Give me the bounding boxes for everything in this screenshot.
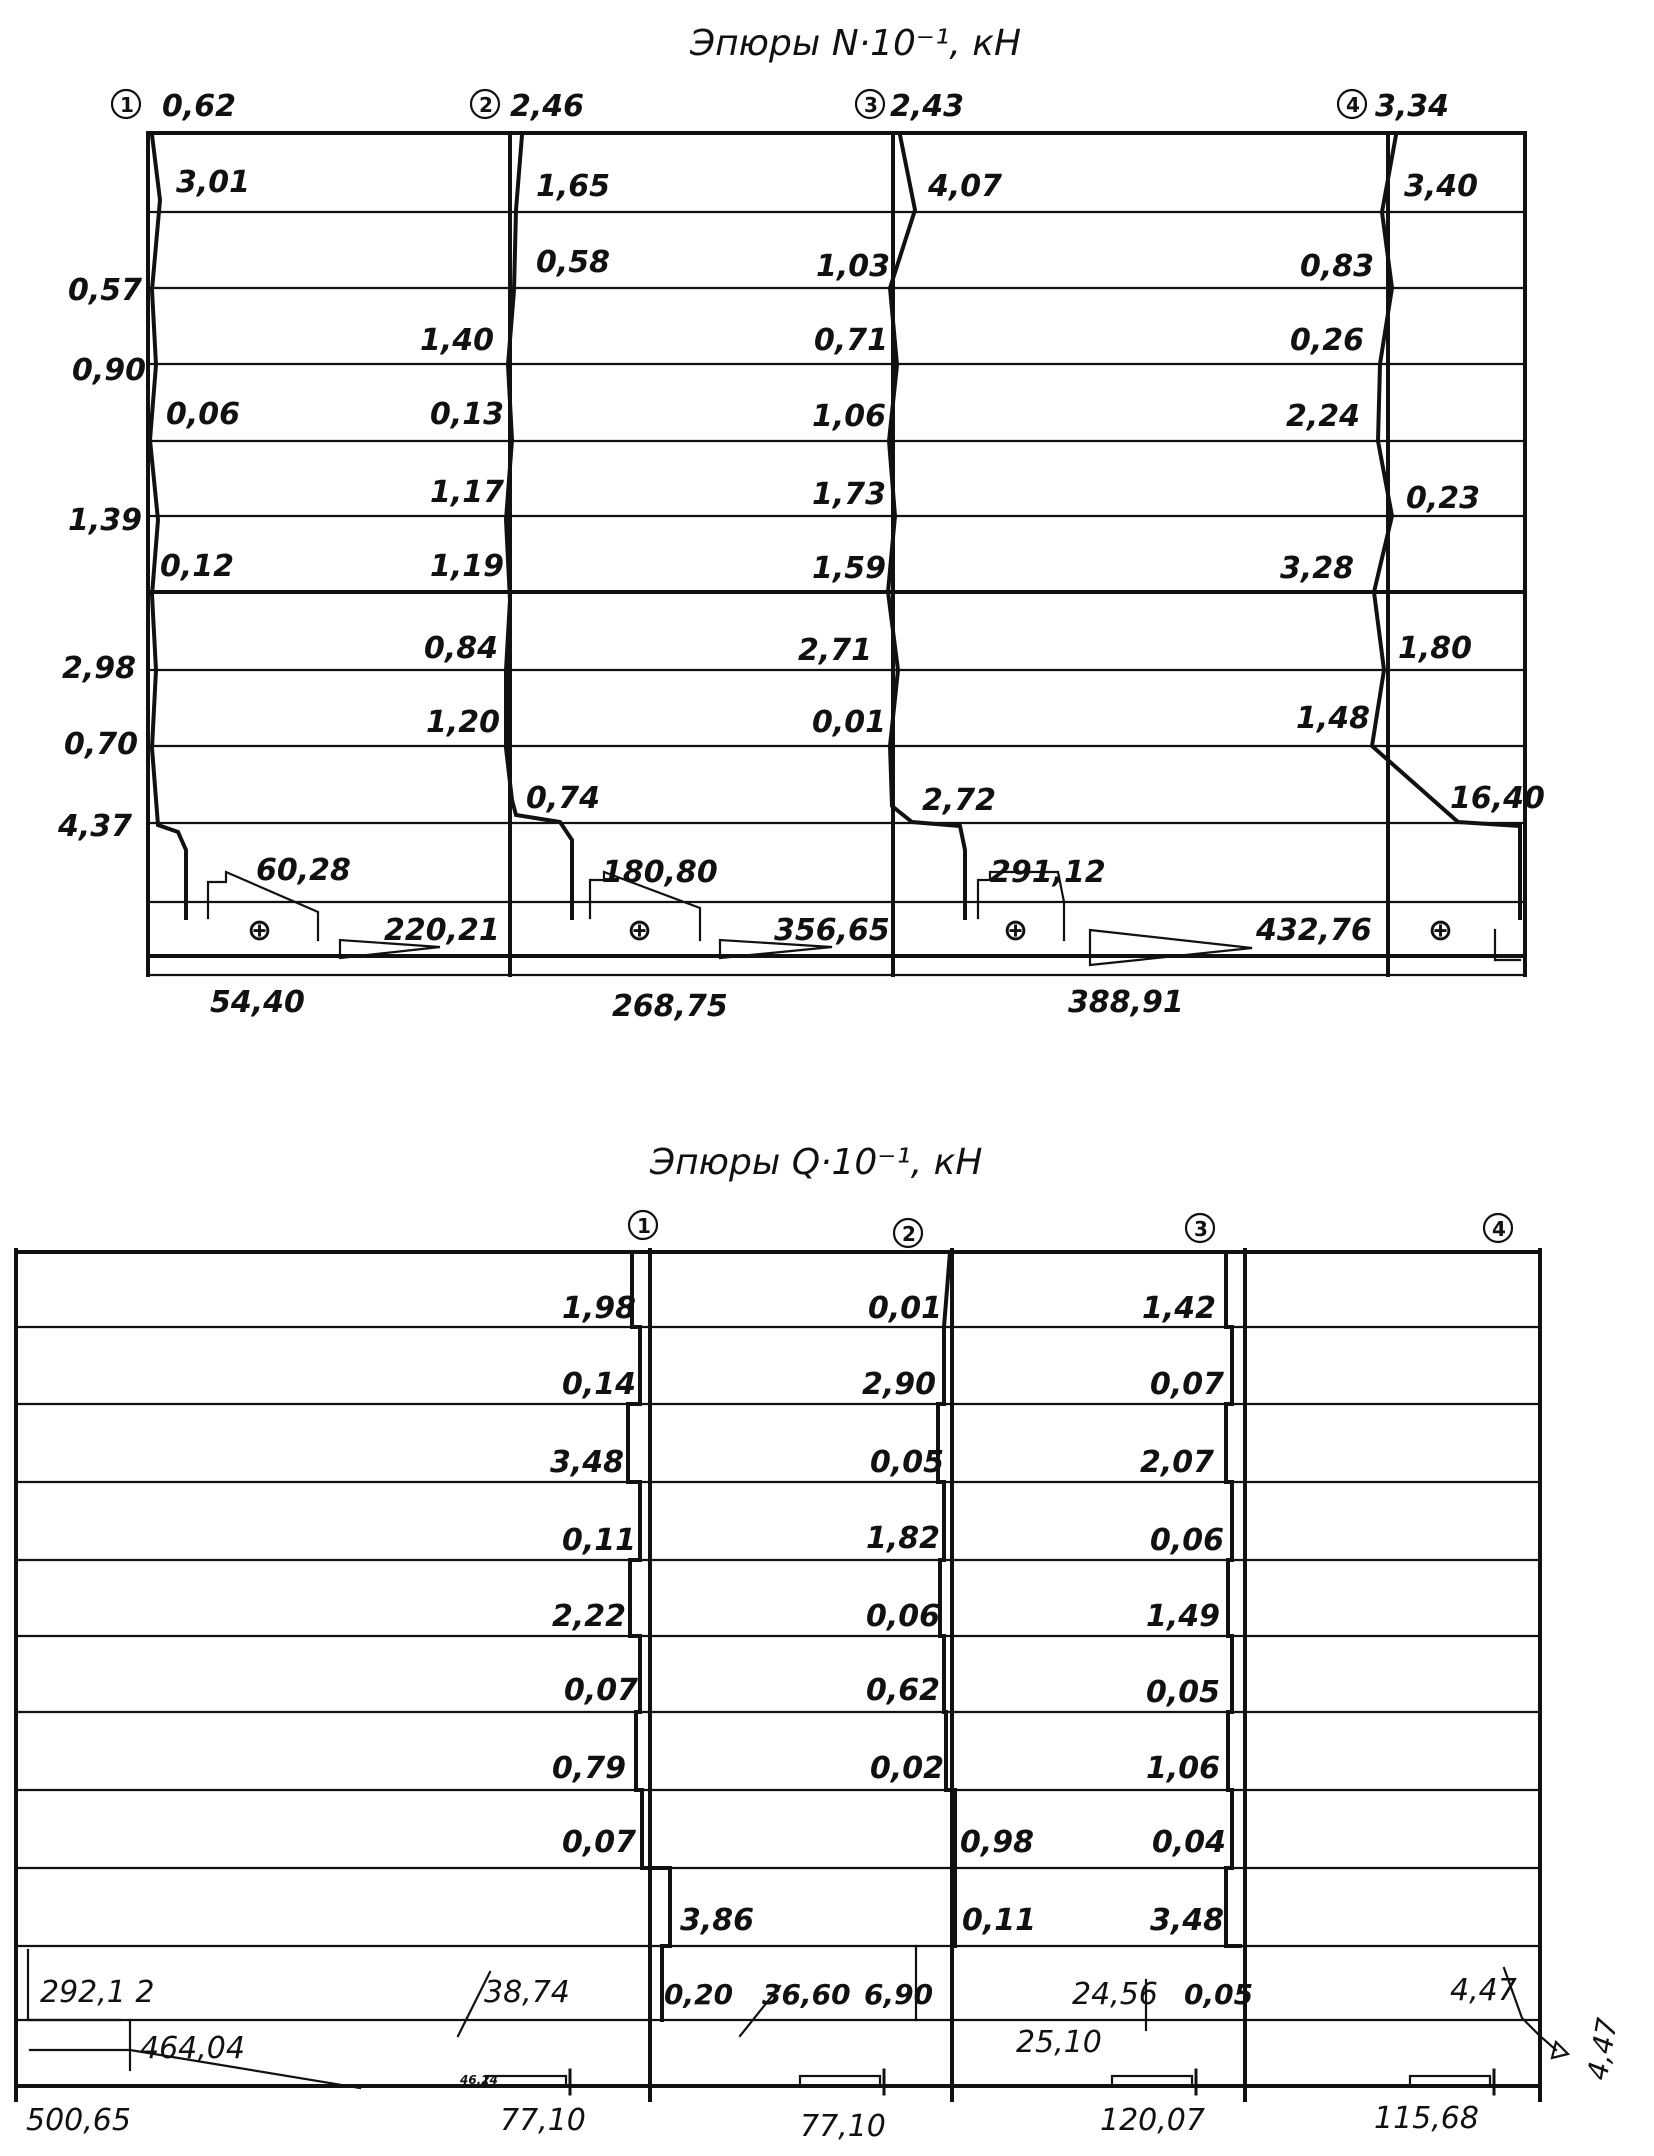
- q-col1-value: 0,07: [564, 1673, 639, 1708]
- n-beam-value: 220,21: [384, 913, 500, 948]
- q-frame-columns: [16, 1250, 1540, 2100]
- n-col3-left-value: 0,71: [814, 323, 889, 358]
- q-node-marker-1: [629, 1211, 657, 1239]
- n-beam-value: 432,76: [1256, 913, 1372, 948]
- n-plus-sign-3: ⊕: [1003, 913, 1029, 948]
- n-node-marker-1: [112, 90, 140, 118]
- q-col2-value: 0,01: [868, 1291, 943, 1326]
- svg-text:1: 1: [120, 93, 134, 117]
- n-col2-right-value: 0,74: [526, 781, 601, 816]
- n-col4-right-value: 3,40: [1404, 169, 1479, 204]
- q-row10-value: 38,74: [484, 1975, 570, 2010]
- q-lower-value: 464,04: [140, 2031, 245, 2066]
- q-lower-value: 25,10: [1016, 2025, 1102, 2060]
- svg-text:2: 2: [479, 93, 493, 117]
- q-bottom-ties: [486, 2070, 1494, 2094]
- n-left-value: 0,70: [64, 727, 139, 762]
- n-col2-left-value: 1,20: [426, 705, 501, 740]
- q-col3-value: 0,04: [1152, 1825, 1227, 1860]
- q-node-marker-4: [1484, 1214, 1512, 1242]
- n-col1-value: 0,12: [160, 549, 235, 584]
- n-beam-value: 356,65: [774, 913, 890, 948]
- n-top-value-4: 3,34: [1375, 89, 1450, 124]
- n-node-marker-2: [471, 90, 499, 118]
- q-col1-value: 0,79: [552, 1751, 627, 1786]
- q-frame-floors: [16, 1252, 1540, 2086]
- q-col3-value: 1,49: [1146, 1599, 1221, 1634]
- n-col4-left-value: 1,48: [1296, 701, 1371, 736]
- q-lower-value: 46,24: [460, 2073, 498, 2087]
- n-plus-sign-2: ⊕: [627, 913, 653, 948]
- q-col1-value: 0,11: [562, 1523, 637, 1558]
- q-diagram-title: Эпюры Q·10⁻¹, кН: [650, 1142, 983, 1183]
- q-col2-value: 0,05: [870, 1445, 945, 1480]
- n-col2-left-value: 1,40: [420, 323, 495, 358]
- n-col4-right-value: 0,23: [1406, 481, 1481, 516]
- q-row10-value: 24,56: [1072, 1977, 1158, 2012]
- q-bottom-value: 120,07: [1100, 2103, 1205, 2138]
- svg-text:2: 2: [902, 1222, 916, 1246]
- q-col1-value: 0,07: [562, 1825, 637, 1860]
- q-row9-value: 3,86: [680, 1903, 755, 1938]
- n-top-value-2: 2,46: [510, 89, 585, 124]
- q-row9-value: 0,11: [962, 1903, 1037, 1938]
- q-col1-value: 3,48: [550, 1445, 625, 1480]
- n-bottom-value: 268,75: [612, 989, 728, 1024]
- q-arrow-value: 4,47: [1580, 2015, 1625, 2083]
- n-col1-value: 0,06: [166, 397, 241, 432]
- q-bottom-value: 77,10: [800, 2109, 886, 2144]
- n-col2-left-value: 1,19: [430, 549, 505, 584]
- n-left-value: 4,37: [58, 809, 133, 844]
- n-plus-sign-4: ⊕: [1428, 913, 1454, 948]
- svg-text:4: 4: [1492, 1217, 1506, 1241]
- n-col3-left-value: 1,59: [812, 551, 887, 586]
- q-diagram-steps: [28, 1252, 1568, 2088]
- n-col4-left-value: 3,28: [1280, 551, 1355, 586]
- n-col4-left-value: 0,83: [1300, 249, 1375, 284]
- n-col1-value: 3,01: [176, 165, 251, 200]
- q-node-marker-2: [894, 1219, 922, 1247]
- q-node-marker-3: [1186, 1214, 1214, 1242]
- n-left-value: 2,98: [62, 651, 137, 686]
- q-col3-value: 2,07: [1140, 1445, 1215, 1480]
- n-left-value: 1,39: [68, 503, 143, 538]
- q-col3-value: 1,42: [1142, 1291, 1217, 1326]
- n-diagram: [57, 23, 1545, 1024]
- n-col4-left-value: 2,24: [1286, 399, 1361, 434]
- n-top-value-1: 0,62: [162, 89, 237, 124]
- n-left-value: 0,57: [68, 273, 143, 308]
- n-plus-sign-1: ⊕: [247, 913, 273, 948]
- n-bottom-value: 54,40: [210, 985, 305, 1020]
- n-col3-left-value: 2,71: [798, 633, 873, 668]
- q-row9-value: 0,98: [960, 1825, 1035, 1860]
- n-col2-right-value: 0,58: [536, 245, 611, 280]
- q-row10-value: 0,05: [1184, 1978, 1254, 2011]
- q-col2-value: 0,02: [870, 1751, 945, 1786]
- q-bottom-value: 115,68: [1374, 2101, 1479, 2136]
- q-col1-value: 2,22: [552, 1599, 627, 1634]
- n-beam-value: 291,12: [990, 855, 1106, 890]
- q-col3-value: 0,07: [1150, 1367, 1225, 1402]
- n-col4-right-value: 1,80: [1398, 631, 1473, 666]
- q-col1-value: 0,14: [562, 1367, 637, 1402]
- n-col3-left-value: 1,73: [812, 477, 887, 512]
- q-col3-value: 0,05: [1146, 1675, 1221, 1710]
- n-col3-left-value: 1,06: [812, 399, 887, 434]
- q-row10-value: 36,60: [762, 1978, 851, 2011]
- q-row10-value: 292,1 2: [40, 1975, 155, 2010]
- n-beam-value: 180,80: [602, 855, 718, 890]
- q-diagram: [16, 1142, 1624, 2144]
- n-node-marker-4: [1338, 90, 1366, 118]
- n-top-value-3: 2,43: [890, 89, 965, 124]
- q-row10-value: 6,90: [864, 1978, 934, 2011]
- q-col3-value: 0,06: [1150, 1523, 1225, 1558]
- n-col2-left-value: 1,17: [430, 475, 505, 510]
- svg-text:3: 3: [1194, 1217, 1208, 1241]
- q-col3-value: 1,06: [1146, 1751, 1221, 1786]
- q-col2-value: 0,06: [866, 1599, 941, 1634]
- n-col3-left-value: 1,03: [816, 249, 891, 284]
- q-bottom-value: 500,65: [26, 2103, 131, 2138]
- q-bottom-value: 77,10: [500, 2103, 586, 2138]
- q-col3-value: 3,48: [1150, 1903, 1225, 1938]
- q-col2-value: 1,82: [866, 1521, 941, 1556]
- n-col2-left-value: 0,84: [424, 631, 499, 666]
- n-diagram-title: Эпюры N·10⁻¹, кН: [690, 23, 1022, 64]
- q-row10-value: 4,47: [1450, 1973, 1517, 2008]
- n-col2-left-value: 0,13: [430, 397, 505, 432]
- q-row10-value: 0,20: [664, 1978, 734, 2011]
- n-col3-left-value: 0,01: [812, 705, 887, 740]
- n-left-value: 0,90: [72, 353, 147, 388]
- n-col4-right-value: 16,40: [1450, 781, 1545, 816]
- q-col2-value: 0,62: [866, 1673, 941, 1708]
- q-col2-value: 2,90: [862, 1367, 937, 1402]
- n-col3-right-value: 2,72: [922, 783, 997, 818]
- n-beam-value: 60,28: [256, 853, 351, 888]
- n-col2-right-value: 1,65: [536, 169, 611, 204]
- n-col3-right-value: 4,07: [928, 169, 1003, 204]
- q-col1-value: 1,98: [562, 1291, 637, 1326]
- svg-text:3: 3: [864, 93, 878, 117]
- svg-text:1: 1: [637, 1214, 651, 1238]
- svg-text:4: 4: [1346, 93, 1360, 117]
- n-node-marker-3: [856, 90, 884, 118]
- n-bottom-value: 388,91: [1068, 985, 1184, 1020]
- n-col4-left-value: 0,26: [1290, 323, 1365, 358]
